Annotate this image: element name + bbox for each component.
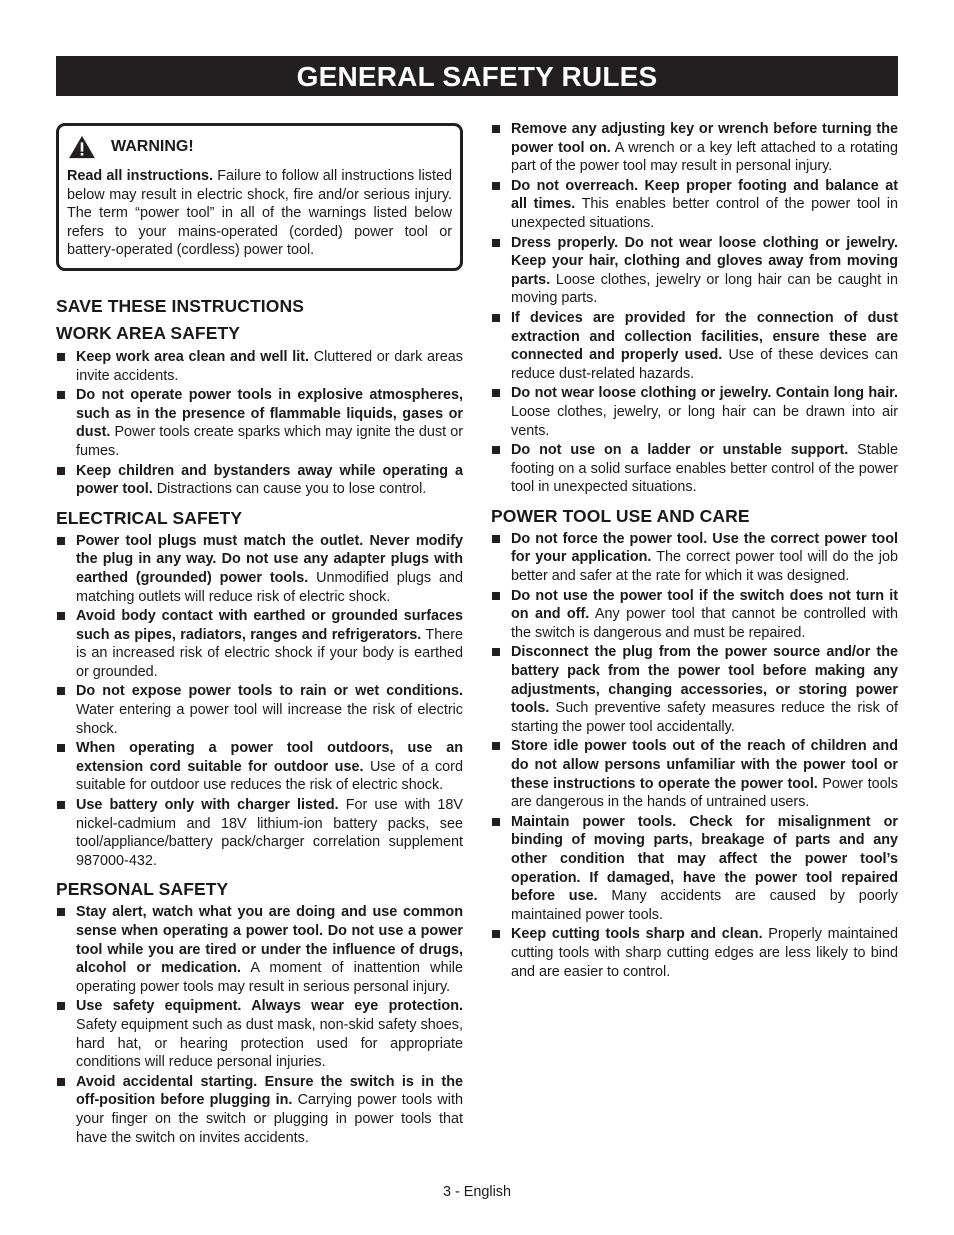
list-item xyxy=(491,587,898,643)
rule-lead: Stay alert, watch what you are doing and use common sense when operating a power tool. Do not use a power tool while you are tired or under the influence of drugs, alcohol or medication. xyxy=(76,904,463,977)
list-item xyxy=(491,177,898,233)
bullet-square-icon xyxy=(492,930,500,938)
bullet-square-icon xyxy=(492,742,500,750)
bullet-square-icon xyxy=(57,801,65,809)
right-column xyxy=(491,120,898,982)
bullet-square-icon xyxy=(492,535,500,543)
warning-box xyxy=(56,123,463,271)
rule-text: A moment of inattention while operating power tools may result in serious personal injury. xyxy=(76,960,463,995)
save-instructions-heading: SAVE THESE INSTRUCTIONS xyxy=(56,295,304,316)
rule-text: Power tools create sparks which may ignite the dust or fumes. xyxy=(76,424,463,459)
rule-lead: Do not operate power tools in explosive atmospheres, such as in the presence of flammable liquids, gases or dust. xyxy=(76,387,463,441)
bullet-square-icon xyxy=(57,744,65,752)
rule-lead: Do not wear loose clothing or jewelry. Contain long hair. xyxy=(511,385,898,402)
bullet-square-icon xyxy=(492,446,500,454)
list-item xyxy=(491,234,898,308)
list-item xyxy=(56,997,463,1071)
list-item xyxy=(491,530,898,586)
warning-lead: Read all instructions. xyxy=(67,168,214,184)
rule-lead: Remove any adjusting key or wrench before turning the power tool on. xyxy=(511,121,898,156)
work-area-list xyxy=(56,348,463,499)
rule-text: This enables better control of the power tool in unexpected situations. xyxy=(511,196,899,231)
electrical-list xyxy=(56,532,463,871)
rule-text: Water entering a power tool will increase the risk of electric shock. xyxy=(76,702,463,737)
rule-lead: Disconnect the plug from the power source and/or the battery pack from the power tool before making any adjustments, changing accessories, or storing power tools. xyxy=(511,644,898,717)
rule-lead: Use safety equipment. Always wear eye protection. xyxy=(76,998,463,1015)
tool-use-list xyxy=(491,530,898,981)
personal-safety-list-continued xyxy=(491,120,898,497)
rule-text: For use with 18V nickel-cadmium and 18V lithium-ion battery packs, see tool/appliance/battery pack/charger correlation supplement 987000-432. xyxy=(76,797,464,869)
rule-lead: Power tool plugs must match the outlet. Never modify the plug in any way. Do not use any adapter plugs with earthed (grounded) power tools. xyxy=(76,532,463,586)
left-column xyxy=(56,120,463,1148)
bullet-square-icon xyxy=(492,314,500,322)
rule-lead: Avoid accidental starting. Ensure the switch is in the off-position before plugging in. xyxy=(76,1073,463,1109)
rule-text: Distractions can cause you to lose control. xyxy=(152,481,427,498)
list-item xyxy=(491,384,898,440)
list-item xyxy=(56,607,463,681)
rule-text: Power tools are dangerous in the hands of untrained users. xyxy=(511,775,898,811)
bullet-square-icon xyxy=(492,239,500,247)
list-item xyxy=(56,532,463,606)
bullet-square-icon xyxy=(492,818,500,826)
rule-text: Many accidents are caused by poorly maintained power tools. xyxy=(511,888,898,923)
personal-safety-list xyxy=(56,903,463,1147)
warning-heading xyxy=(67,135,452,159)
list-item xyxy=(56,796,463,870)
page-footer: 3 - English xyxy=(443,1184,511,1200)
rule-lead: Do not use the power tool if the switch does not turn it on and off. xyxy=(511,587,898,623)
rule-lead: Avoid body contact with earthed or grounded surfaces such as pipes, radiators, ranges and refrigerators. xyxy=(76,608,463,643)
rule-text: Cluttered or dark areas invite accidents. xyxy=(76,348,463,384)
warning-heading-text: WARNING! xyxy=(111,138,194,155)
warning-text xyxy=(67,167,452,260)
rule-lead: Do not expose power tools to rain or wet conditions. xyxy=(76,683,463,700)
bullet-square-icon xyxy=(492,389,500,397)
list-item xyxy=(491,925,898,981)
rule-lead: Dress properly. Do not wear loose clothing or jewelry. Keep your hair, clothing and gloves away from moving parts. xyxy=(511,234,898,288)
rule-lead: If devices are provided for the connection of dust extraction and collection facilities, ensure these are connected and properly used. xyxy=(511,309,898,364)
rule-text: A wrench or a key left attached to a rotating part of the power tool may result in personal injury. xyxy=(511,139,899,175)
rule-text: The correct power tool will do the job better and safer at the rate for which it was designed. xyxy=(511,549,898,585)
page-title: GENERAL SAFETY RULES xyxy=(56,56,898,96)
bullet-square-icon xyxy=(57,391,65,399)
list-item xyxy=(56,348,463,385)
list-item xyxy=(56,739,463,795)
rule-text: There is an increased risk of electric shock if your body is earthed or grounded. xyxy=(76,626,463,680)
list-item xyxy=(491,309,898,383)
rule-text: Use of these devices can reduce dust-related hazards. xyxy=(511,347,898,382)
bullet-square-icon xyxy=(57,537,65,545)
list-item xyxy=(491,643,898,736)
list-item xyxy=(56,462,463,499)
rule-lead: Maintain power tools. Check for misalignment or binding of moving parts, breakage of parts and any other condition that may affect the power tool’s operation. If damaged, have the power tool repaired before use. xyxy=(511,813,898,905)
rule-lead: Do not overreach. Keep proper footing and balance at all times. xyxy=(511,177,898,213)
bullet-square-icon xyxy=(492,648,500,656)
tool-use-heading: POWER TOOL USE AND CARE xyxy=(491,505,750,526)
rule-text: Safety equipment such as dust mask, non-skid safety shoes, hard hat, or hearing protection used for appropriate conditions will reduce personal injuries. xyxy=(76,1016,463,1071)
list-item xyxy=(491,813,898,925)
rule-lead: Keep children and bystanders away while operating a power tool. xyxy=(76,462,463,498)
warning-triangle-icon xyxy=(67,135,97,159)
bullet-square-icon xyxy=(57,612,65,620)
rule-lead: Use battery only with charger listed. xyxy=(76,797,339,814)
bullet-square-icon xyxy=(57,908,65,916)
bullet-square-icon xyxy=(57,1078,65,1086)
rule-text: Any power tool that cannot be controlled with the switch is dangerous and must be repaired. xyxy=(511,606,898,641)
rule-text: Carrying power tools with your finger on the switch or plugging in power tools that have the switch on invites accidents. xyxy=(76,1092,463,1146)
bullet-square-icon xyxy=(492,182,500,190)
rule-text: Use of a cord suitable for outdoor use reduces the risk of electric shock. xyxy=(76,758,463,794)
list-item xyxy=(491,120,898,176)
bullet-square-icon xyxy=(57,1002,65,1010)
bullet-square-icon xyxy=(57,687,65,695)
list-item xyxy=(491,441,898,497)
bullet-square-icon xyxy=(57,353,65,361)
rule-lead: Do not use on a ladder or unstable support. xyxy=(511,442,849,459)
rule-lead: Keep work area clean and well lit. xyxy=(76,348,309,365)
rule-lead: Do not force the power tool. Use the correct power tool for your application. xyxy=(511,530,898,566)
rule-text: Loose clothes, jewelry or long hair can be caught in moving parts. xyxy=(511,271,898,307)
rule-text: Properly maintained cutting tools with sharp cutting edges are less likely to bind and are easier to control. xyxy=(511,926,898,980)
rule-lead: Store idle power tools out of the reach of children and do not allow persons unfamiliar with the power tool or these instructions to operate the power tool. xyxy=(511,738,898,792)
work-area-heading: WORK AREA SAFETY xyxy=(56,322,241,343)
warning-body: Failure to follow all instructions listed below may result in electric shock, fire and/or serious injury. The term “power tool” in all of the warnings listed below refers to your mains-operated (corded) power tool or battery-operated (cordless) power tool. xyxy=(67,168,452,259)
list-item xyxy=(56,682,463,738)
bullet-square-icon xyxy=(492,125,500,133)
list-item xyxy=(491,737,898,811)
rule-text: Such preventive safety measures reduce the risk of starting the power tool accidentally. xyxy=(511,700,898,735)
electrical-heading: ELECTRICAL SAFETY xyxy=(56,507,243,528)
list-item xyxy=(56,903,463,996)
rule-text: Stable footing on a solid surface enables better control of the power tool in unexpected situations. xyxy=(511,442,898,496)
bullet-square-icon xyxy=(57,467,65,475)
rule-text: Loose clothes, jewelry, or long hair can be drawn into air vents. xyxy=(511,403,898,439)
bullet-square-icon xyxy=(492,592,500,600)
personal-safety-heading: PERSONAL SAFETY xyxy=(56,879,229,900)
list-item xyxy=(56,1073,463,1147)
list-item xyxy=(56,386,463,460)
rule-lead: When operating a power tool outdoors, use an extension cord suitable for outdoor use. xyxy=(76,740,463,775)
rule-text: Unmodified plugs and matching outlets will reduce risk of electric shock. xyxy=(76,569,463,605)
rule-lead: Keep cutting tools sharp and clean. xyxy=(511,926,763,943)
